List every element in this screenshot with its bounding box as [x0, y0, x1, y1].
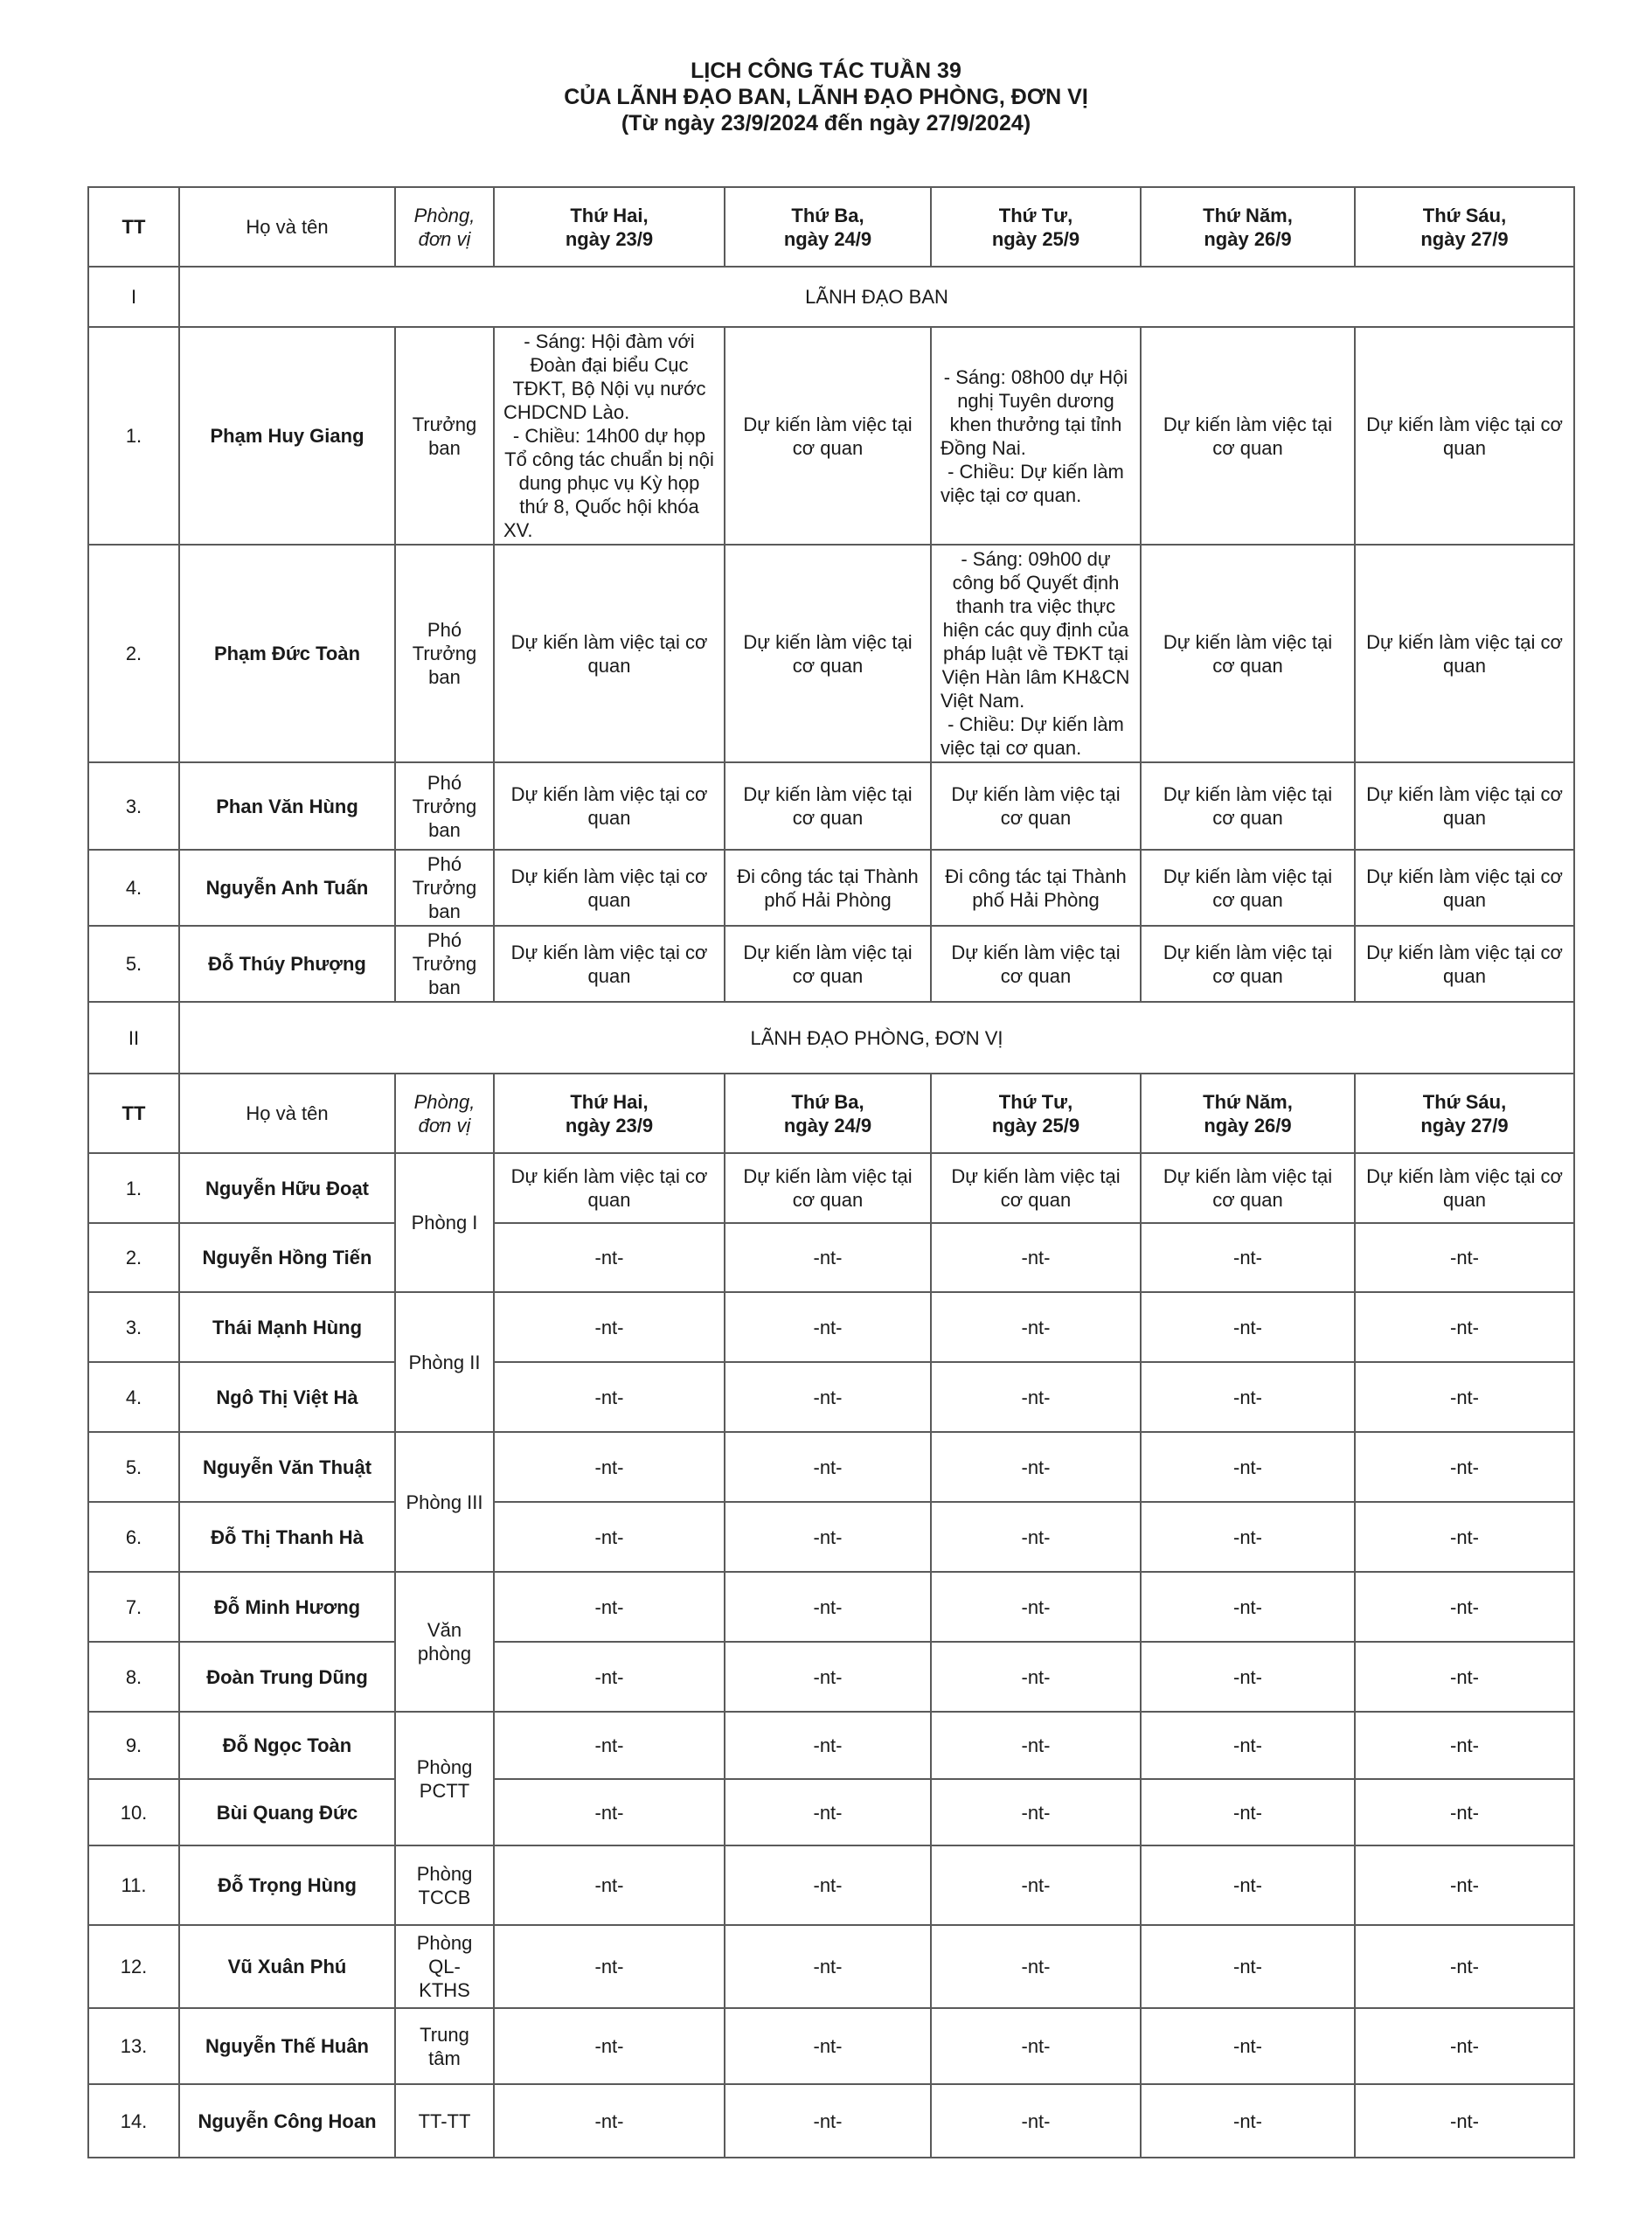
- header-day-thu: [1141, 1074, 1355, 1153]
- schedule-cell: Dự kiến làm việc tại cơ quan: [1355, 850, 1574, 926]
- table-row: [88, 1502, 1574, 1572]
- row-number: 3.: [88, 1292, 179, 1362]
- person-name: Vũ Xuân Phú: [179, 1925, 395, 2008]
- row-number: 10.: [88, 1779, 179, 1845]
- row-number: 3.: [88, 762, 179, 850]
- header-day-thu: [1141, 187, 1355, 267]
- schedule-cell: -nt-: [1141, 1572, 1355, 1642]
- dept-cell: Phòng PCTT: [395, 1712, 494, 1845]
- person-name: Nguyễn Công Hoan: [179, 2084, 395, 2158]
- schedule-cell: -nt-: [1141, 1502, 1355, 1572]
- person-name: Đỗ Ngọc Toàn: [179, 1712, 395, 1779]
- person-name: Đỗ Minh Hương: [179, 1572, 395, 1642]
- schedule-cell: -nt-: [494, 1432, 725, 1502]
- schedule-cell: -nt-: [931, 1642, 1141, 1712]
- table-row: [88, 1779, 1574, 1845]
- schedule-table: [87, 186, 1575, 2158]
- schedule-cell: -nt-: [931, 1432, 1141, 1502]
- schedule-cell: -nt-: [725, 1292, 931, 1362]
- schedule-cell: -nt-: [931, 1572, 1141, 1642]
- day-date: ngày 26/9: [1204, 227, 1292, 250]
- schedule-cell: -nt-: [494, 1642, 725, 1712]
- row-number: 8.: [88, 1642, 179, 1712]
- schedule-cell: Dự kiến làm việc tại cơ quan: [931, 762, 1141, 850]
- schedule-cell: -nt-: [1355, 1845, 1574, 1925]
- row-number: 13.: [88, 2008, 179, 2084]
- row-number: 5.: [88, 926, 179, 1002]
- schedule-cell: -nt-: [494, 1223, 725, 1292]
- section-row: [88, 267, 1574, 327]
- schedule-cell: Dự kiến làm việc tại cơ quan: [1141, 327, 1355, 545]
- header-name: [179, 187, 395, 267]
- row-number: 7.: [88, 1572, 179, 1642]
- schedule-cell: -nt-: [1355, 1502, 1574, 1572]
- header-day-tue: [725, 1074, 931, 1153]
- schedule-cell: -nt-: [1141, 1712, 1355, 1779]
- day-date: ngày 27/9: [1420, 227, 1509, 250]
- row-number: 6.: [88, 1502, 179, 1572]
- day-date: ngày 27/9: [1420, 1114, 1509, 1136]
- header-name: [179, 1074, 395, 1153]
- person-name: Đỗ Trọng Hùng: [179, 1845, 395, 1925]
- table-row: [88, 1153, 1574, 1223]
- header-day-mon: [494, 1074, 725, 1153]
- schedule-cell: Dự kiến làm việc tại cơ quan: [1141, 1153, 1355, 1223]
- schedule-cell: -nt-: [725, 1572, 931, 1642]
- schedule-cell: -nt-: [1141, 1642, 1355, 1712]
- schedule-cell: Đi công tác tại Thành phố Hải Phòng: [725, 850, 931, 926]
- header-day-tue: [725, 187, 931, 267]
- schedule-cell: -nt-: [725, 1223, 931, 1292]
- dept-cell: Phòng TCCB: [395, 1845, 494, 1925]
- schedule-cell: Đi công tác tại Thành phố Hải Phòng: [931, 850, 1141, 926]
- dept-cell: Phòng III: [395, 1432, 494, 1572]
- schedule-cell: -nt-: [725, 1779, 931, 1845]
- dept-cell: Phó Trưởng ban: [395, 545, 494, 762]
- person-name: Nguyễn Hồng Tiến: [179, 1223, 395, 1292]
- schedule-cell: -nt-: [1141, 1223, 1355, 1292]
- schedule-cell: -nt-: [725, 1362, 931, 1432]
- schedule-cell: -nt-: [1355, 1432, 1574, 1502]
- day-label: Thứ Ba,: [791, 1090, 864, 1113]
- schedule-cell: -nt-: [1355, 1362, 1574, 1432]
- day-date: ngày 26/9: [1204, 1114, 1292, 1136]
- table-row: [88, 1925, 1574, 2008]
- title-line-2: CỦA LÃNH ĐẠO BAN, LÃNH ĐẠO PHÒNG, ĐƠN VỊ: [564, 85, 1088, 109]
- header-row: [88, 187, 1574, 267]
- header-day-fri: [1355, 1074, 1574, 1153]
- person-name: Ngô Thị Việt Hà: [179, 1362, 395, 1432]
- schedule-cell: - Sáng: 09h00 dự công bố Quyết định thanh tra việc thực hiện các quy định của pháp luật về TĐKT tại Viện Hàn lâm KH&CN Việt Nam. - Chiều: Dự kiến làm việc tại cơ quan.: [931, 545, 1141, 762]
- schedule-cell: Dự kiến làm việc tại cơ quan: [931, 1153, 1141, 1223]
- header-tt: TT: [88, 187, 179, 267]
- schedule-cell: -nt-: [1141, 1779, 1355, 1845]
- schedule-cell: - Sáng: Hội đàm với Đoàn đại biểu Cục TĐKT, Bộ Nội vụ nước CHDCND Lào. - Chiều: 14h00 dự họp Tổ công tác chuẩn bị nội dung phục vụ Kỳ họp thứ 8, Quốc hội khóa XV.: [494, 327, 725, 545]
- table-row: [88, 850, 1574, 926]
- table-row: [88, 1432, 1574, 1502]
- schedule-cell: Dự kiến làm việc tại cơ quan: [494, 545, 725, 762]
- schedule-cell: Dự kiến làm việc tại cơ quan: [931, 926, 1141, 1002]
- schedule-cell: -nt-: [725, 1642, 931, 1712]
- day-label: Thứ Năm,: [1203, 1090, 1293, 1113]
- schedule-cell: -nt-: [931, 2084, 1141, 2158]
- person-name: Phạm Đức Toàn: [179, 545, 395, 762]
- dept-cell: Phòng QL-KTHS: [395, 1925, 494, 2008]
- row-number: 12.: [88, 1925, 179, 2008]
- row-number: 9.: [88, 1712, 179, 1779]
- day-date: ngày 24/9: [783, 227, 872, 250]
- table-row: [88, 1572, 1574, 1642]
- table-row: [88, 1223, 1574, 1292]
- schedule-cell: -nt-: [931, 1223, 1141, 1292]
- schedule-cell: -nt-: [1355, 1925, 1574, 2008]
- table-row: [88, 926, 1574, 1002]
- dept-cell: Phó Trưởng ban: [395, 762, 494, 850]
- person-name: Đoàn Trung Dũng: [179, 1642, 395, 1712]
- day-label: Thứ Năm,: [1203, 204, 1293, 226]
- schedule-cell: Dự kiến làm việc tại cơ quan: [494, 926, 725, 1002]
- header-day-wed: [931, 1074, 1141, 1153]
- schedule-cell: -nt-: [931, 1292, 1141, 1362]
- header-dept: Phòng, đơn vị: [395, 1074, 494, 1153]
- schedule-cell: -nt-: [1355, 1779, 1574, 1845]
- schedule-cell: -nt-: [931, 2008, 1141, 2084]
- row-number: 1.: [88, 1153, 179, 1223]
- table-row: [88, 2008, 1574, 2084]
- person-name: Nguyễn Anh Tuấn: [179, 850, 395, 926]
- title-line-3: (Từ ngày 23/9/2024 đến ngày 27/9/2024): [621, 111, 1031, 136]
- schedule-cell: -nt-: [1141, 1292, 1355, 1362]
- dept-cell: Trưởng ban: [395, 327, 494, 545]
- row-number: 5.: [88, 1432, 179, 1502]
- person-name: Nguyễn Hữu Đoạt: [179, 1153, 395, 1223]
- schedule-cell: -nt-: [494, 1572, 725, 1642]
- schedule-cell: -nt-: [494, 1362, 725, 1432]
- table-row: [88, 545, 1574, 762]
- schedule-cell: -nt-: [494, 1502, 725, 1572]
- header-name-label: Họ và tên: [246, 1102, 329, 1124]
- header-day-mon: [494, 187, 725, 267]
- schedule-cell: Dự kiến làm việc tại cơ quan: [1355, 545, 1574, 762]
- table-row: [88, 1362, 1574, 1432]
- schedule-cell: -nt-: [1355, 2008, 1574, 2084]
- person-name: Bùi Quang Đức: [179, 1779, 395, 1845]
- section-row: [88, 1002, 1574, 1074]
- schedule-cell: -nt-: [494, 2008, 725, 2084]
- schedule-cell: -nt-: [725, 1845, 931, 1925]
- schedule-cell: Dự kiến làm việc tại cơ quan: [725, 1153, 931, 1223]
- schedule-cell: -nt-: [494, 1779, 725, 1845]
- schedule-cell: Dự kiến làm việc tại cơ quan: [725, 926, 931, 1002]
- day-label: Thứ Tư,: [998, 1090, 1073, 1113]
- day-date: ngày 24/9: [783, 1114, 872, 1136]
- schedule-cell: -nt-: [1355, 2084, 1574, 2158]
- day-label: Thứ Hai,: [570, 1090, 649, 1113]
- schedule-cell: Dự kiến làm việc tại cơ quan: [1355, 762, 1574, 850]
- header-row: [88, 1074, 1574, 1153]
- table-row: [88, 327, 1574, 545]
- schedule-cell: -nt-: [494, 1712, 725, 1779]
- schedule-cell: -nt-: [1355, 1292, 1574, 1362]
- row-number: 11.: [88, 1845, 179, 1925]
- dept-cell: TT-TT: [395, 2084, 494, 2158]
- schedule-cell: -nt-: [1355, 1712, 1574, 1779]
- title-line-1: LỊCH CÔNG TÁC TUẦN 39: [691, 59, 961, 83]
- schedule-cell: -nt-: [1355, 1642, 1574, 1712]
- person-name: Đỗ Thúy Phượng: [179, 926, 395, 1002]
- schedule-cell: -nt-: [931, 1712, 1141, 1779]
- day-label: Thứ Sáu,: [1422, 204, 1507, 226]
- schedule-cell: -nt-: [1141, 1925, 1355, 2008]
- header-dept: Phòng, đơn vị: [395, 187, 494, 267]
- day-date: ngày 25/9: [991, 227, 1080, 250]
- schedule-body: [88, 187, 1574, 2158]
- person-name: Phan Văn Hùng: [179, 762, 395, 850]
- schedule-cell: -nt-: [1141, 1432, 1355, 1502]
- person-name: Thái Mạnh Hùng: [179, 1292, 395, 1362]
- table-row: [88, 762, 1574, 850]
- section-number: II: [88, 1002, 179, 1074]
- schedule-cell: -nt-: [725, 2008, 931, 2084]
- schedule-cell: Dự kiến làm việc tại cơ quan: [1141, 545, 1355, 762]
- schedule-cell: -nt-: [725, 2084, 931, 2158]
- schedule-cell: Dự kiến làm việc tại cơ quan: [1355, 926, 1574, 1002]
- header-day-fri: [1355, 187, 1574, 267]
- table-row: [88, 1292, 1574, 1362]
- schedule-cell: -nt-: [494, 2084, 725, 2158]
- schedule-cell: Dự kiến làm việc tại cơ quan: [494, 1153, 725, 1223]
- table-row: [88, 2084, 1574, 2158]
- schedule-cell: -nt-: [725, 1925, 931, 2008]
- schedule-cell: Dự kiến làm việc tại cơ quan: [494, 850, 725, 926]
- dept-cell: Phó Trưởng ban: [395, 926, 494, 1002]
- row-number: 4.: [88, 850, 179, 926]
- schedule-cell: -nt-: [1141, 1845, 1355, 1925]
- row-number: 4.: [88, 1362, 179, 1432]
- dept-cell: Phòng I: [395, 1153, 494, 1292]
- schedule-cell: Dự kiến làm việc tại cơ quan: [1141, 926, 1355, 1002]
- header-tt: TT: [88, 1074, 179, 1153]
- section-number: I: [88, 267, 179, 327]
- document-title: [0, 58, 1652, 136]
- schedule-cell: -nt-: [494, 1925, 725, 2008]
- day-date: ngày 23/9: [565, 227, 654, 250]
- schedule-cell: Dự kiến làm việc tại cơ quan: [1355, 327, 1574, 545]
- day-date: ngày 25/9: [991, 1114, 1080, 1136]
- schedule-cell: -nt-: [725, 1712, 931, 1779]
- dept-cell: Trung tâm: [395, 2008, 494, 2084]
- dept-cell: Văn phòng: [395, 1572, 494, 1712]
- table-row: [88, 1845, 1574, 1925]
- dept-cell: Phó Trưởng ban: [395, 850, 494, 926]
- schedule-cell: Dự kiến làm việc tại cơ quan: [725, 762, 931, 850]
- day-date: ngày 23/9: [565, 1114, 654, 1136]
- person-name: Nguyễn Văn Thuật: [179, 1432, 395, 1502]
- schedule-cell: Dự kiến làm việc tại cơ quan: [494, 762, 725, 850]
- row-number: 14.: [88, 2084, 179, 2158]
- schedule-cell: Dự kiến làm việc tại cơ quan: [1141, 762, 1355, 850]
- schedule-cell: -nt-: [494, 1845, 725, 1925]
- day-label: Thứ Ba,: [791, 204, 864, 226]
- schedule-cell: Dự kiến làm việc tại cơ quan: [725, 327, 931, 545]
- schedule-cell: -nt-: [1355, 1572, 1574, 1642]
- schedule-cell: - Sáng: 08h00 dự Hội nghị Tuyên dương khen thưởng tại tỉnh Đồng Nai. - Chiều: Dự kiến làm việc tại cơ quan.: [931, 327, 1141, 545]
- header-day-wed: [931, 187, 1141, 267]
- section-label: LÃNH ĐẠO PHÒNG, ĐƠN VỊ: [179, 1002, 1574, 1074]
- person-name: Nguyễn Thế Huân: [179, 2008, 395, 2084]
- schedule-cell: Dự kiến làm việc tại cơ quan: [1355, 1153, 1574, 1223]
- row-number: 2.: [88, 545, 179, 762]
- dept-cell: Phòng II: [395, 1292, 494, 1432]
- schedule-cell: -nt-: [494, 1292, 725, 1362]
- schedule-cell: -nt-: [1141, 2084, 1355, 2158]
- schedule-cell: -nt-: [1141, 1362, 1355, 1432]
- schedule-cell: -nt-: [931, 1925, 1141, 2008]
- schedule-cell: -nt-: [725, 1432, 931, 1502]
- schedule-cell: -nt-: [931, 1845, 1141, 1925]
- row-number: 2.: [88, 1223, 179, 1292]
- row-number: 1.: [88, 327, 179, 545]
- schedule-cell: Dự kiến làm việc tại cơ quan: [1141, 850, 1355, 926]
- schedule-cell: -nt-: [931, 1362, 1141, 1432]
- person-name: Phạm Huy Giang: [179, 327, 395, 545]
- day-label: Thứ Hai,: [570, 204, 649, 226]
- schedule-cell: -nt-: [725, 1502, 931, 1572]
- day-label: Thứ Sáu,: [1422, 1090, 1507, 1113]
- schedule-cell: -nt-: [1355, 1223, 1574, 1292]
- schedule-cell: Dự kiến làm việc tại cơ quan: [725, 545, 931, 762]
- table-row: [88, 1712, 1574, 1779]
- schedule-cell: -nt-: [931, 1502, 1141, 1572]
- header-name-label: Họ và tên: [246, 216, 329, 238]
- section-label: LÃNH ĐẠO BAN: [179, 267, 1574, 327]
- schedule-cell: -nt-: [931, 1779, 1141, 1845]
- day-label: Thứ Tư,: [998, 204, 1073, 226]
- person-name: Đỗ Thị Thanh Hà: [179, 1502, 395, 1572]
- table-row: [88, 1642, 1574, 1712]
- schedule-cell: -nt-: [1141, 2008, 1355, 2084]
